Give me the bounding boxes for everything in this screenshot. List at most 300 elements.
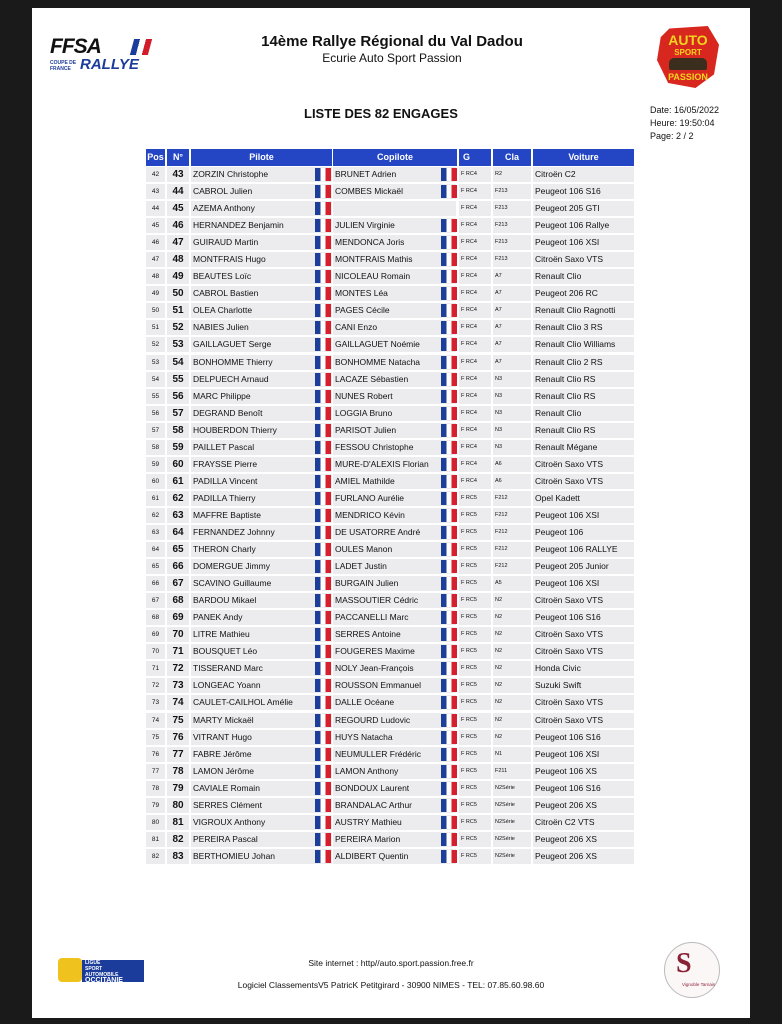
table-row (146, 371, 634, 388)
cell-voiture: Peugeot 206 RC (533, 286, 634, 301)
pilote-flag-icon (315, 424, 331, 437)
table-row (146, 234, 634, 251)
cell-pos: 74 (146, 713, 165, 728)
table-row (146, 524, 634, 541)
copilote-flag-icon (441, 611, 457, 624)
pilote-flag-icon (315, 287, 331, 300)
cell-pos: 49 (146, 286, 165, 301)
cell-voiture: Renault Mégane (533, 440, 634, 455)
print-time: Heure: 19:50:04 (650, 118, 715, 128)
pilote-flag-icon (315, 373, 331, 386)
table-row (146, 251, 634, 268)
pilote-flag-icon (315, 765, 331, 778)
cell-copilote: DALLE Océane (333, 695, 456, 710)
ligue-line1: LIGUE (85, 960, 101, 966)
copilote-flag-icon (441, 628, 457, 641)
cell-classe: N2 (493, 661, 531, 676)
cell-voiture: Peugeot 106 S16 (533, 730, 634, 745)
cell-num: 61 (167, 474, 189, 489)
cell-pilote: BEAUTES Loïc (191, 269, 332, 284)
copilote-flag-icon (441, 662, 457, 675)
cell-num: 82 (167, 832, 189, 847)
cell-groupe: F RC4 (459, 320, 491, 335)
cell-voiture: Renault Clio Ragnotti (533, 303, 634, 318)
cell-groupe: F RC4 (459, 474, 491, 489)
cell-num: 63 (167, 508, 189, 523)
cell-voiture: Citroën C2 (533, 167, 634, 182)
cell-groupe: F RC5 (459, 815, 491, 830)
table-row (146, 285, 634, 302)
table-row (146, 848, 634, 865)
table-row (146, 541, 634, 558)
event-subtitle: Ecurie Auto Sport Passion (322, 51, 462, 65)
pilote-flag-icon (315, 338, 331, 351)
cell-pilote: FABRE Jérôme (191, 747, 332, 762)
table-row (146, 763, 634, 780)
table-row (146, 729, 634, 746)
list-title: LISTE DES 82 ENGAGES (304, 106, 458, 121)
cell-pos: 52 (146, 337, 165, 352)
table-body (146, 166, 634, 865)
pilote-flag-icon (315, 202, 331, 215)
logo-line1: AUTO (668, 32, 708, 48)
cell-num: 54 (167, 355, 189, 370)
cell-pos: 64 (146, 542, 165, 557)
cell-voiture: Peugeot 106 S16 (533, 781, 634, 796)
cell-pilote: AZEMA Anthony (191, 201, 332, 216)
cell-classe: N1 (493, 747, 531, 762)
pilote-flag-icon (315, 748, 331, 761)
cell-pos: 47 (146, 252, 165, 267)
table-row (146, 268, 634, 285)
cell-pilote: GUIRAUD Martin (191, 235, 332, 250)
cell-copilote: BONHOMME Natacha (333, 355, 456, 370)
cell-num: 44 (167, 184, 189, 199)
cell-pilote: DEGRAND Benoît (191, 406, 332, 421)
cell-classe: F213 (493, 218, 531, 233)
logo-line3: PASSION (668, 72, 708, 82)
cell-pos: 53 (146, 355, 165, 370)
cell-voiture: Peugeot 106 XSI (533, 747, 634, 762)
cell-copilote: SERRES Antoine (333, 627, 456, 642)
cell-voiture: Citroën Saxo VTS (533, 644, 634, 659)
cell-pilote: BARDOU Mikael (191, 593, 332, 608)
cell-copilote: PARISOT Julien (333, 423, 456, 438)
table-row (146, 422, 634, 439)
cell-voiture: Citroën Saxo VTS (533, 593, 634, 608)
cell-pilote: MONTFRAIS Hugo (191, 252, 332, 267)
table-row (146, 302, 634, 319)
copilote-flag-icon (441, 185, 457, 198)
copilote-flag-icon (441, 321, 457, 334)
cell-num: 50 (167, 286, 189, 301)
cell-voiture: Peugeot 106 XSI (533, 235, 634, 250)
table-row (146, 677, 634, 694)
cell-pos: 76 (146, 747, 165, 762)
cell-voiture: Suzuki Swift (533, 678, 634, 693)
table-row (146, 592, 634, 609)
cell-groupe: F RC4 (459, 389, 491, 404)
cell-pilote: FRAYSSE Pierre (191, 457, 332, 472)
pilote-flag-icon (315, 560, 331, 573)
cell-num: 79 (167, 781, 189, 796)
cell-pos: 46 (146, 235, 165, 250)
cell-copilote: MURE-D'ALEXIS Florian (333, 457, 456, 472)
cell-classe: A7 (493, 303, 531, 318)
copilote-flag-icon (441, 304, 457, 317)
cell-voiture: Citroën Saxo VTS (533, 627, 634, 642)
cell-groupe: F RC5 (459, 713, 491, 728)
ffsa-rallye-text: RALLYE (80, 56, 139, 73)
table-row (146, 490, 634, 507)
pilote-flag-icon (315, 816, 331, 829)
cell-pilote: CABROL Julien (191, 184, 332, 199)
cell-classe: F212 (493, 542, 531, 557)
cell-copilote: PEREIRA Marion (333, 832, 456, 847)
cell-classe: A7 (493, 320, 531, 335)
pilote-flag-icon (315, 543, 331, 556)
cell-copilote: FOUGERES Maxime (333, 644, 456, 659)
cell-groupe: F RC5 (459, 627, 491, 642)
cell-pilote: LONGEAC Yoann (191, 678, 332, 693)
table-row (146, 660, 634, 677)
copilote-flag-icon (441, 816, 457, 829)
cell-num: 51 (167, 303, 189, 318)
cell-copilote: PACCANELLI Marc (333, 610, 456, 625)
pilote-flag-icon (315, 407, 331, 420)
cell-voiture: Peugeot 106 XSI (533, 508, 634, 523)
pilote-flag-icon (315, 185, 331, 198)
cell-num: 47 (167, 235, 189, 250)
pilote-flag-icon (315, 441, 331, 454)
cell-pilote: MARC Philippe (191, 389, 332, 404)
cell-pos: 45 (146, 218, 165, 233)
cell-classe: N2Série (493, 849, 531, 864)
cell-num: 60 (167, 457, 189, 472)
cell-pilote: NABIES Julien (191, 320, 332, 335)
ligue-line2: SPORT (85, 966, 103, 972)
cell-pos: 51 (146, 320, 165, 335)
pilote-flag-icon (315, 526, 331, 539)
cell-num: 83 (167, 849, 189, 864)
cell-groupe: F RC4 (459, 184, 491, 199)
cell-copilote: LACAZE Sébastien (333, 372, 456, 387)
cell-num: 53 (167, 337, 189, 352)
copilote-flag-icon (441, 458, 457, 471)
ffsa-sub-text: COUPE DE FRANCE (50, 60, 77, 72)
ffsa-rallye-logo (50, 35, 156, 77)
cell-groupe: F RC5 (459, 593, 491, 608)
table-row (146, 336, 634, 353)
seal-text: Vignoble Tarnais (682, 982, 716, 987)
cell-classe: N2 (493, 678, 531, 693)
cell-groupe: F RC4 (459, 440, 491, 455)
cell-num: 72 (167, 661, 189, 676)
cell-voiture: Renault Clio RS (533, 389, 634, 404)
pilote-flag-icon (315, 509, 331, 522)
cell-pos: 62 (146, 508, 165, 523)
cell-pilote: CABROL Bastien (191, 286, 332, 301)
cell-voiture: Peugeot 206 XS (533, 832, 634, 847)
cell-groupe: F RC5 (459, 576, 491, 591)
cell-voiture: Renault Clio 3 RS (533, 320, 634, 335)
cell-pilote: BOUSQUET Léo (191, 644, 332, 659)
cell-pilote: SERRES Clément (191, 798, 332, 813)
cell-pos: 73 (146, 695, 165, 710)
cell-pilote: DOMERGUE Jimmy (191, 559, 332, 574)
cell-copilote: MENDONCA Joris (333, 235, 456, 250)
table-header (146, 149, 634, 166)
copilote-flag-icon (441, 765, 457, 778)
cell-copilote: BRANDALAC Arthur (333, 798, 456, 813)
col-classe: Cla (493, 149, 531, 166)
table-row (146, 439, 634, 456)
cell-groupe: F RC5 (459, 525, 491, 540)
cell-num: 81 (167, 815, 189, 830)
cell-num: 56 (167, 389, 189, 404)
cell-pos: 80 (146, 815, 165, 830)
cell-groupe: F RC5 (459, 730, 491, 745)
seal-letter: S (676, 948, 692, 979)
auto-sport-passion-logo (657, 26, 719, 88)
copilote-flag-icon (441, 731, 457, 744)
cell-num: 77 (167, 747, 189, 762)
table-row (146, 643, 634, 660)
cell-num: 45 (167, 201, 189, 216)
cell-classe: N2Série (493, 798, 531, 813)
table-row (146, 694, 634, 711)
cell-copilote: MONTES Léa (333, 286, 456, 301)
print-meta (650, 104, 719, 143)
cell-pilote: MAFFRE Baptiste (191, 508, 332, 523)
cell-groupe: F RC4 (459, 337, 491, 352)
pilote-flag-icon (315, 458, 331, 471)
copilote-flag-icon (441, 253, 457, 266)
cell-pilote: HERNANDEZ Benjamin (191, 218, 332, 233)
cell-copilote: NUNES Robert (333, 389, 456, 404)
cell-copilote: MASSOUTIER Cédric (333, 593, 456, 608)
cell-pilote: GAILLAGUET Serge (191, 337, 332, 352)
cell-copilote: ROUSSON Emmanuel (333, 678, 456, 693)
cell-pilote: PEREIRA Pascal (191, 832, 332, 847)
cell-voiture: Renault Clio RS (533, 372, 634, 387)
table-row (146, 814, 634, 831)
copilote-flag-icon (441, 526, 457, 539)
cell-groupe: F RC5 (459, 559, 491, 574)
table-row (146, 558, 634, 575)
cell-pos: 70 (146, 644, 165, 659)
cell-classe: N2 (493, 593, 531, 608)
cell-num: 46 (167, 218, 189, 233)
table-row (146, 575, 634, 592)
copilote-flag-icon (441, 850, 457, 863)
cell-voiture: Renault Clio (533, 269, 634, 284)
print-page: Page: 2 / 2 (650, 131, 694, 141)
cell-num: 69 (167, 610, 189, 625)
entries-table (146, 149, 634, 865)
copilote-flag-icon (441, 356, 457, 369)
copilote-flag-icon (441, 577, 457, 590)
cell-classe: F211 (493, 764, 531, 779)
cell-groupe: F RC5 (459, 781, 491, 796)
cell-num: 67 (167, 576, 189, 591)
cell-groupe: F RC4 (459, 457, 491, 472)
cell-num: 52 (167, 320, 189, 335)
cell-pilote: TISSERAND Marc (191, 661, 332, 676)
cell-groupe: F RC4 (459, 355, 491, 370)
copilote-flag-icon (441, 390, 457, 403)
cell-copilote: ALDIBERT Quentin (333, 849, 456, 864)
cell-pos: 61 (146, 491, 165, 506)
cell-pos: 60 (146, 474, 165, 489)
cell-num: 78 (167, 764, 189, 779)
cell-num: 65 (167, 542, 189, 557)
pilote-flag-icon (315, 696, 331, 709)
cell-classe: A7 (493, 355, 531, 370)
cell-voiture: Peugeot 206 XS (533, 798, 634, 813)
cell-num: 59 (167, 440, 189, 455)
cell-classe: N3 (493, 372, 531, 387)
cell-copilote (333, 201, 456, 216)
pilote-flag-icon (315, 850, 331, 863)
cell-pos: 43 (146, 184, 165, 199)
table-row (146, 405, 634, 422)
cell-pos: 75 (146, 730, 165, 745)
cell-copilote: LADET Justin (333, 559, 456, 574)
cell-copilote: NICOLEAU Romain (333, 269, 456, 284)
cell-pilote: VITRANT Hugo (191, 730, 332, 745)
cell-pos: 63 (146, 525, 165, 540)
cell-classe: N2 (493, 627, 531, 642)
vignoble-seal-logo (662, 938, 722, 998)
cell-pos: 69 (146, 627, 165, 642)
cell-voiture: Peugeot 205 GTI (533, 201, 634, 216)
table-row (146, 166, 634, 183)
cell-classe: F213 (493, 184, 531, 199)
table-row (146, 609, 634, 626)
copilote-flag-icon (441, 219, 457, 232)
cell-voiture: Renault Clio RS (533, 423, 634, 438)
cell-classe: N2 (493, 610, 531, 625)
cell-copilote: FURLANO Aurélie (333, 491, 456, 506)
cell-copilote: LAMON Anthony (333, 764, 456, 779)
cell-pilote: BERTHOMIEU Johan (191, 849, 332, 864)
copilote-flag-icon (441, 645, 457, 658)
cell-voiture: Opel Kadett (533, 491, 634, 506)
cell-groupe: F RC4 (459, 372, 491, 387)
cell-groupe: F RC5 (459, 661, 491, 676)
cell-groupe: F RC5 (459, 798, 491, 813)
cell-classe: N3 (493, 406, 531, 421)
cell-pilote: PADILLA Thierry (191, 491, 332, 506)
copilote-flag-icon (441, 560, 457, 573)
cell-voiture: Peugeot 206 XS (533, 849, 634, 864)
cell-copilote: OULES Manon (333, 542, 456, 557)
copilote-flag-icon (441, 168, 457, 181)
cell-num: 49 (167, 269, 189, 284)
cell-copilote: BRUNET Adrien (333, 167, 456, 182)
pilote-flag-icon (315, 731, 331, 744)
cell-copilote: NOLY Jean-François (333, 661, 456, 676)
cell-pos: 72 (146, 678, 165, 693)
copilote-flag-icon (441, 287, 457, 300)
cell-voiture: Honda Civic (533, 661, 634, 676)
cell-voiture: Renault Clio Williams (533, 337, 634, 352)
car-icon (669, 58, 707, 70)
cell-num: 48 (167, 252, 189, 267)
copilote-flag-icon (441, 696, 457, 709)
cell-classe: F213 (493, 235, 531, 250)
pilote-flag-icon (315, 270, 331, 283)
print-date: Date: 16/05/2022 (650, 105, 720, 115)
cell-voiture: Citroën Saxo VTS (533, 252, 634, 267)
cell-groupe: F RC5 (459, 832, 491, 847)
copilote-flag-icon (441, 679, 457, 692)
table-row (146, 217, 634, 234)
cell-num: 75 (167, 713, 189, 728)
cell-pos: 78 (146, 781, 165, 796)
table-row (146, 388, 634, 405)
cell-groupe: F RC4 (459, 269, 491, 284)
copilote-flag-icon (441, 407, 457, 420)
cell-voiture: Peugeot 106 Rallye (533, 218, 634, 233)
copilote-flag-icon (441, 475, 457, 488)
pilote-flag-icon (315, 577, 331, 590)
cell-pos: 58 (146, 440, 165, 455)
cell-pos: 59 (146, 457, 165, 472)
cell-classe: N2 (493, 713, 531, 728)
col-groupe: G (459, 149, 491, 166)
cell-pos: 66 (146, 576, 165, 591)
cell-pilote: BONHOMME Thierry (191, 355, 332, 370)
copilote-flag-icon (441, 338, 457, 351)
cell-voiture: Citroën Saxo VTS (533, 713, 634, 728)
cell-num: 80 (167, 798, 189, 813)
cell-classe: A7 (493, 337, 531, 352)
cell-voiture: Peugeot 106 RALLYE (533, 542, 634, 557)
cell-voiture: Peugeot 106 S16 (533, 610, 634, 625)
cell-classe: N2 (493, 695, 531, 710)
cell-groupe: F RC5 (459, 491, 491, 506)
cell-pilote: PADILLA Vincent (191, 474, 332, 489)
col-pilote: Pilote (191, 149, 332, 166)
cell-copilote: BONDOUX Laurent (333, 781, 456, 796)
cell-groupe: F RC5 (459, 747, 491, 762)
table-row (146, 456, 634, 473)
col-voiture: Voiture (533, 149, 634, 166)
copilote-flag-icon (441, 492, 457, 505)
cell-pilote: THERON Charly (191, 542, 332, 557)
cell-voiture: Peugeot 106 XS (533, 764, 634, 779)
cell-classe: F212 (493, 491, 531, 506)
cell-pos: 79 (146, 798, 165, 813)
cell-pos: 48 (146, 269, 165, 284)
copilote-flag-icon (441, 509, 457, 522)
pilote-flag-icon (315, 253, 331, 266)
cell-classe: N2 (493, 730, 531, 745)
cell-pos: 68 (146, 610, 165, 625)
cell-voiture: Citroën Saxo VTS (533, 695, 634, 710)
pilote-flag-icon (315, 492, 331, 505)
cell-groupe: F RC4 (459, 406, 491, 421)
copilote-flag-icon (441, 543, 457, 556)
cell-pilote: OLEA Charlotte (191, 303, 332, 318)
logo-line2: SPORT (674, 48, 702, 57)
col-pos: Pos (146, 149, 165, 166)
cell-pilote: LAMON Jérôme (191, 764, 332, 779)
cell-copilote: BURGAIN Julien (333, 576, 456, 591)
table-row (146, 626, 634, 643)
